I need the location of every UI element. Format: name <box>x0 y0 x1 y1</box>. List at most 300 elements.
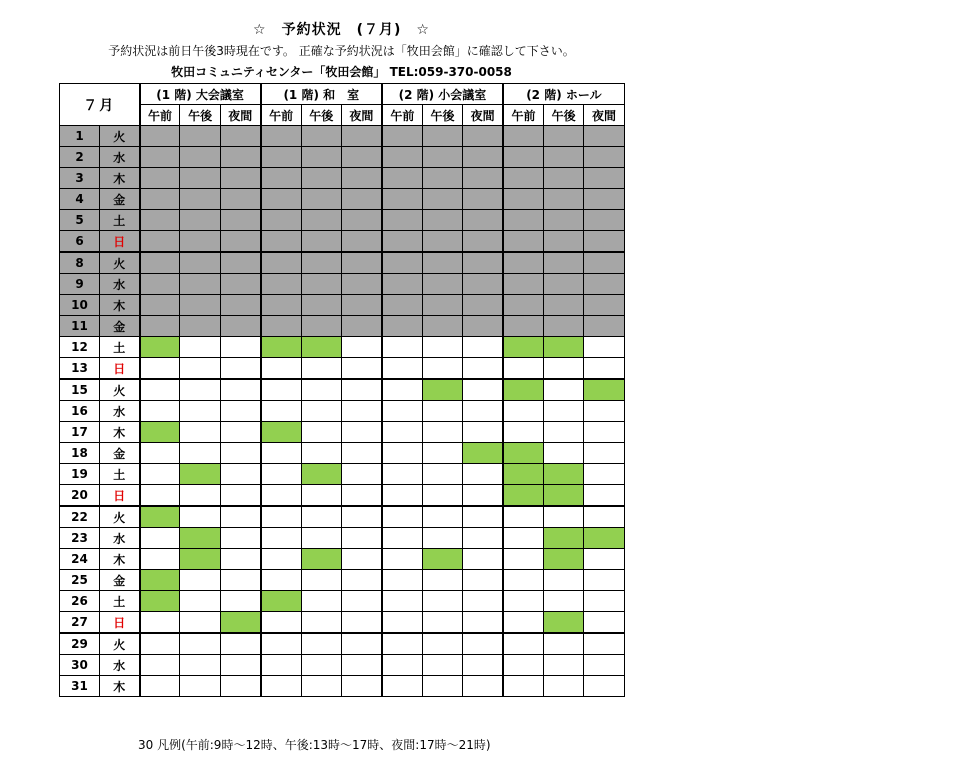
day-number: 5 <box>60 210 100 231</box>
slot-cell-past <box>341 252 381 274</box>
slot-cell-free <box>140 633 180 655</box>
slot-cell-past <box>220 252 260 274</box>
slot-cell-free <box>584 549 624 570</box>
table-row <box>60 358 625 380</box>
slot-cell-past <box>140 274 180 295</box>
slot-cell-free <box>261 612 301 634</box>
slot-cell-free <box>584 655 624 676</box>
slot-cell-free <box>140 443 180 464</box>
weekday-label: 金 <box>100 570 140 591</box>
day-number: 9 <box>60 274 100 295</box>
day-number: 11 <box>60 316 100 337</box>
slot-cell-free <box>382 337 422 358</box>
slot-cell-free <box>382 676 422 697</box>
slot-header: 午前 <box>140 105 180 126</box>
slot-cell-past <box>140 316 180 337</box>
slot-cell-past <box>503 126 543 147</box>
slot-cell-free <box>503 612 543 634</box>
slot-cell-free <box>341 443 381 464</box>
slot-cell-free <box>180 358 220 380</box>
slot-cell-past <box>341 316 381 337</box>
table-row <box>60 676 625 697</box>
slot-cell-past <box>220 168 260 189</box>
slot-cell-free <box>543 506 583 528</box>
reservation-table <box>59 83 625 697</box>
slot-cell-free <box>301 443 341 464</box>
slot-cell-booked <box>543 337 583 358</box>
slot-cell-booked <box>180 464 220 485</box>
day-number: 4 <box>60 189 100 210</box>
table-row <box>60 168 625 189</box>
slot-cell-free <box>220 570 260 591</box>
slot-cell-free <box>140 485 180 507</box>
table-row <box>60 147 625 168</box>
weekday-label: 日 <box>100 358 140 380</box>
contact-text: 牧田コミュニティセンター「牧田会館」 TEL:059-370-0058 <box>171 65 512 79</box>
slot-cell-booked <box>140 337 180 358</box>
slot-cell-free <box>422 655 462 676</box>
day-number: 22 <box>60 506 100 528</box>
slot-cell-past <box>301 126 341 147</box>
weekday-label: 日 <box>100 612 140 634</box>
slot-cell-free <box>382 506 422 528</box>
slot-header: 夜間 <box>584 105 624 126</box>
month-label: ７月 <box>60 84 140 126</box>
slot-cell-free <box>220 506 260 528</box>
slot-cell-free <box>463 422 503 443</box>
weekday-label: 日 <box>100 485 140 507</box>
room-header-japanese-room: (1 階) 和 室 <box>261 84 382 105</box>
weekday-label: 土 <box>100 337 140 358</box>
slot-cell-free <box>341 633 381 655</box>
slot-cell-free <box>341 528 381 549</box>
slot-cell-past <box>341 231 381 253</box>
slot-cell-free <box>463 337 503 358</box>
slot-cell-past <box>301 295 341 316</box>
slot-cell-free <box>543 358 583 380</box>
day-number: 3 <box>60 168 100 189</box>
weekday-label: 日 <box>100 231 140 253</box>
slot-cell-free <box>261 570 301 591</box>
slot-cell-free <box>422 443 462 464</box>
slot-cell-booked <box>180 549 220 570</box>
weekday-label: 水 <box>100 147 140 168</box>
notice-text: 予約状況は前日午後3時現在です。 正確な予約状況は「牧田会館」に確認して下さい。 <box>108 44 575 58</box>
slot-cell-free <box>220 358 260 380</box>
slot-cell-free <box>301 655 341 676</box>
slot-cell-past <box>543 274 583 295</box>
slot-cell-free <box>140 528 180 549</box>
slot-cell-past <box>220 316 260 337</box>
slot-cell-free <box>382 443 422 464</box>
slot-cell-past <box>503 147 543 168</box>
slot-cell-booked <box>543 464 583 485</box>
slot-cell-booked <box>140 422 180 443</box>
slot-cell-past <box>220 189 260 210</box>
slot-cell-free <box>382 422 422 443</box>
slot-cell-free <box>382 612 422 634</box>
slot-cell-free <box>584 464 624 485</box>
slot-cell-free <box>220 464 260 485</box>
slot-cell-free <box>140 655 180 676</box>
slot-cell-past <box>422 189 462 210</box>
slot-cell-past <box>301 231 341 253</box>
slot-cell-free <box>261 358 301 380</box>
slot-cell-free <box>503 358 543 380</box>
reservation-sheet <box>59 83 624 712</box>
slot-cell-free <box>301 528 341 549</box>
slot-cell-free <box>180 676 220 697</box>
table-row <box>60 570 625 591</box>
slot-cell-past <box>382 231 422 253</box>
slot-cell-past <box>422 274 462 295</box>
room-header-large-hall: (1 階) 大会議室 <box>140 84 261 105</box>
table-row <box>60 316 625 337</box>
slot-cell-past <box>422 147 462 168</box>
slot-cell-free <box>382 528 422 549</box>
slot-cell-free <box>261 379 301 401</box>
slot-cell-free <box>220 379 260 401</box>
slot-cell-free <box>463 655 503 676</box>
slot-cell-free <box>341 676 381 697</box>
slot-cell-past <box>584 252 624 274</box>
slot-cell-free <box>261 485 301 507</box>
table-row <box>60 379 625 401</box>
slot-cell-booked <box>584 528 624 549</box>
slot-cell-free <box>140 464 180 485</box>
slot-cell-past <box>584 189 624 210</box>
slot-cell-past <box>180 168 220 189</box>
slot-cell-past <box>382 126 422 147</box>
slot-header: 午後 <box>301 105 341 126</box>
slot-cell-free <box>543 633 583 655</box>
slot-cell-free <box>503 549 543 570</box>
slot-cell-past <box>341 126 381 147</box>
slot-cell-free <box>422 464 462 485</box>
slot-cell-free <box>261 401 301 422</box>
slot-cell-past <box>140 126 180 147</box>
slot-cell-free <box>584 401 624 422</box>
slot-cell-past <box>543 231 583 253</box>
slot-header: 夜間 <box>341 105 381 126</box>
table-row <box>60 485 625 507</box>
slot-cell-free <box>220 422 260 443</box>
slot-cell-free <box>503 676 543 697</box>
slot-cell-free <box>220 591 260 612</box>
slot-cell-booked <box>503 485 543 507</box>
slot-cell-free <box>463 676 503 697</box>
slot-cell-past <box>382 210 422 231</box>
day-number: 24 <box>60 549 100 570</box>
slot-cell-booked <box>503 337 543 358</box>
slot-cell-free <box>180 401 220 422</box>
table-row <box>60 655 625 676</box>
slot-cell-past <box>543 316 583 337</box>
day-number: 25 <box>60 570 100 591</box>
slot-cell-past <box>301 210 341 231</box>
slot-cell-past <box>584 210 624 231</box>
slot-cell-past <box>220 231 260 253</box>
slot-cell-free <box>463 591 503 612</box>
slot-cell-free <box>301 358 341 380</box>
slot-cell-free <box>382 485 422 507</box>
slot-cell-free <box>463 528 503 549</box>
weekday-label: 金 <box>100 316 140 337</box>
slot-cell-free <box>543 591 583 612</box>
slot-cell-free <box>301 676 341 697</box>
slot-cell-past <box>503 210 543 231</box>
slot-cell-free <box>584 358 624 380</box>
slot-cell-past <box>584 168 624 189</box>
slot-cell-free <box>543 676 583 697</box>
weekday-label: 木 <box>100 549 140 570</box>
slot-cell-free <box>584 612 624 634</box>
slot-cell-free <box>261 443 301 464</box>
slot-cell-past <box>301 147 341 168</box>
slot-cell-past <box>422 168 462 189</box>
slot-cell-past <box>543 168 583 189</box>
weekday-label: 土 <box>100 464 140 485</box>
slot-cell-past <box>584 295 624 316</box>
slot-cell-free <box>422 485 462 507</box>
slot-cell-past <box>180 274 220 295</box>
slot-cell-past <box>140 231 180 253</box>
slot-cell-free <box>341 422 381 443</box>
slot-cell-past <box>180 210 220 231</box>
slot-cell-free <box>463 549 503 570</box>
slot-header: 午後 <box>543 105 583 126</box>
slot-cell-free <box>584 570 624 591</box>
slot-cell-past <box>422 252 462 274</box>
slot-cell-past <box>422 316 462 337</box>
slot-cell-booked <box>422 379 462 401</box>
slot-cell-past <box>261 210 301 231</box>
slot-cell-free <box>382 464 422 485</box>
slot-cell-free <box>341 337 381 358</box>
table-row <box>60 443 625 464</box>
slot-cell-free <box>422 358 462 380</box>
slot-cell-free <box>220 401 260 422</box>
slot-cell-free <box>382 549 422 570</box>
slot-cell-free <box>422 570 462 591</box>
slot-cell-free <box>301 422 341 443</box>
slot-cell-booked <box>261 422 301 443</box>
weekday-label: 木 <box>100 676 140 697</box>
table-row <box>60 231 625 253</box>
slot-cell-past <box>503 189 543 210</box>
slot-cell-free <box>301 485 341 507</box>
slot-cell-past <box>261 295 301 316</box>
slot-cell-booked <box>140 591 180 612</box>
slot-cell-free <box>503 633 543 655</box>
slot-cell-free <box>503 570 543 591</box>
slot-cell-past <box>503 252 543 274</box>
table-row <box>60 210 625 231</box>
slot-cell-past <box>543 252 583 274</box>
slot-cell-booked <box>503 379 543 401</box>
table-row <box>60 422 625 443</box>
slot-cell-free <box>220 337 260 358</box>
weekday-label: 土 <box>100 591 140 612</box>
room-header-small-room: (2 階) 小会議室 <box>382 84 503 105</box>
slot-cell-past <box>180 295 220 316</box>
slot-cell-past <box>341 189 381 210</box>
slot-cell-past <box>261 252 301 274</box>
slot-cell-past <box>301 189 341 210</box>
slot-cell-past <box>180 189 220 210</box>
slot-cell-free <box>220 633 260 655</box>
slot-cell-free <box>422 401 462 422</box>
table-row <box>60 549 625 570</box>
slot-cell-free <box>220 676 260 697</box>
slot-cell-booked <box>503 443 543 464</box>
slot-cell-free <box>422 612 462 634</box>
table-row <box>60 633 625 655</box>
slot-cell-booked <box>301 549 341 570</box>
slot-cell-free <box>422 633 462 655</box>
slot-cell-past <box>341 210 381 231</box>
slot-header: 午前 <box>503 105 543 126</box>
slot-cell-free <box>382 655 422 676</box>
page-title: ☆ 予約状況 (７月) ☆ <box>253 22 430 38</box>
slot-cell-free <box>140 379 180 401</box>
slot-cell-free <box>261 549 301 570</box>
slot-cell-free <box>463 485 503 507</box>
slot-cell-past <box>301 316 341 337</box>
table-row <box>60 612 625 634</box>
slot-cell-free <box>503 422 543 443</box>
slot-cell-past <box>180 252 220 274</box>
slot-cell-past <box>140 295 180 316</box>
slot-cell-free <box>180 337 220 358</box>
slot-cell-past <box>140 147 180 168</box>
slot-cell-free <box>180 655 220 676</box>
slot-cell-free <box>220 655 260 676</box>
slot-cell-free <box>180 379 220 401</box>
slot-cell-past <box>463 210 503 231</box>
slot-cell-free <box>301 570 341 591</box>
day-number: 1 <box>60 126 100 147</box>
slot-cell-free <box>180 612 220 634</box>
slot-cell-past <box>341 274 381 295</box>
slot-cell-past <box>584 126 624 147</box>
slot-cell-past <box>382 168 422 189</box>
slot-cell-free <box>301 612 341 634</box>
day-number: 19 <box>60 464 100 485</box>
slot-cell-free <box>382 633 422 655</box>
slot-cell-past <box>382 189 422 210</box>
slot-cell-free <box>341 401 381 422</box>
slot-cell-free <box>463 401 503 422</box>
slot-cell-past <box>503 168 543 189</box>
table-row <box>60 274 625 295</box>
slot-cell-free <box>341 358 381 380</box>
slot-cell-free <box>261 464 301 485</box>
table-row <box>60 528 625 549</box>
slot-cell-free <box>584 506 624 528</box>
table-row <box>60 464 625 485</box>
slot-cell-free <box>503 655 543 676</box>
slot-cell-free <box>543 443 583 464</box>
day-number: 6 <box>60 231 100 253</box>
weekday-label: 水 <box>100 274 140 295</box>
slot-cell-past <box>220 147 260 168</box>
slot-cell-free <box>180 633 220 655</box>
slot-cell-free <box>463 379 503 401</box>
slot-cell-booked <box>301 464 341 485</box>
slot-cell-free <box>140 612 180 634</box>
slot-cell-free <box>503 528 543 549</box>
day-number: 27 <box>60 612 100 634</box>
slot-header: 午後 <box>422 105 462 126</box>
slot-cell-past <box>261 189 301 210</box>
slot-cell-free <box>301 506 341 528</box>
slot-cell-free <box>341 570 381 591</box>
slot-cell-free <box>422 676 462 697</box>
slot-cell-past <box>180 316 220 337</box>
slot-cell-booked <box>543 549 583 570</box>
slot-cell-past <box>503 231 543 253</box>
slot-cell-past <box>463 147 503 168</box>
slot-cell-booked <box>543 528 583 549</box>
slot-cell-free <box>543 422 583 443</box>
slot-cell-past <box>261 316 301 337</box>
slot-cell-past <box>463 316 503 337</box>
slot-cell-past <box>382 252 422 274</box>
slot-cell-past <box>220 274 260 295</box>
slot-cell-past <box>463 295 503 316</box>
slot-cell-booked <box>301 337 341 358</box>
weekday-label: 火 <box>100 633 140 655</box>
slot-cell-past <box>584 274 624 295</box>
slot-cell-free <box>341 464 381 485</box>
slot-cell-past <box>180 126 220 147</box>
slot-cell-booked <box>261 337 301 358</box>
slot-cell-free <box>261 633 301 655</box>
slot-cell-past <box>584 316 624 337</box>
slot-cell-free <box>503 401 543 422</box>
slot-cell-booked <box>220 612 260 634</box>
weekday-label: 木 <box>100 295 140 316</box>
slot-cell-free <box>543 655 583 676</box>
slot-cell-past <box>140 210 180 231</box>
slot-cell-free <box>422 506 462 528</box>
slot-cell-past <box>422 295 462 316</box>
table-row <box>60 591 625 612</box>
slot-cell-past <box>543 210 583 231</box>
slot-cell-past <box>503 295 543 316</box>
slot-cell-free <box>543 379 583 401</box>
slot-cell-free <box>261 655 301 676</box>
table-row <box>60 252 625 274</box>
slot-cell-past <box>140 252 180 274</box>
slot-cell-past <box>584 231 624 253</box>
day-number: 12 <box>60 337 100 358</box>
slot-cell-past <box>463 168 503 189</box>
slot-cell-free <box>382 591 422 612</box>
slot-cell-booked <box>584 379 624 401</box>
slot-cell-free <box>382 570 422 591</box>
slot-cell-free <box>180 591 220 612</box>
slot-cell-free <box>220 528 260 549</box>
legend-text: 30 凡例(午前:9時～12時、午後:13時～17時、夜間:17時～21時) <box>138 738 491 752</box>
slot-cell-booked <box>140 570 180 591</box>
slot-cell-past <box>261 168 301 189</box>
slot-cell-free <box>382 358 422 380</box>
slot-cell-past <box>463 231 503 253</box>
slot-cell-booked <box>140 506 180 528</box>
day-number: 26 <box>60 591 100 612</box>
